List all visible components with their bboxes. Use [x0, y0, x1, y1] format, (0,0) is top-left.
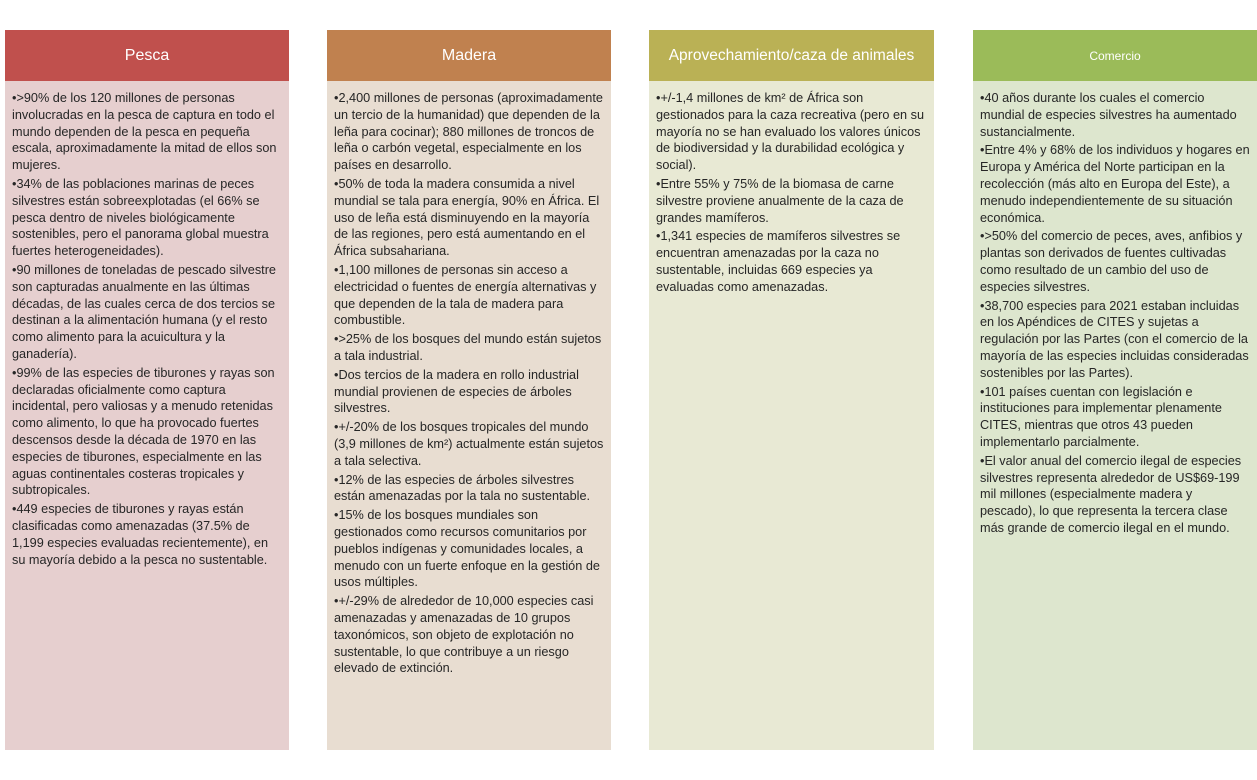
- column-header-madera: Madera: [327, 30, 611, 81]
- column-header-comercio: Comercio: [973, 30, 1257, 81]
- list-item: •+/-1,4 millones de km² de África son gestionados para la caza recreativa (pero en su mayoría no se han evaluado los valores únicos de biodiversidad y la durabilidad ecológica y social).: [656, 91, 925, 173]
- column-pesca: [5, 30, 289, 750]
- column-body-madera: [327, 81, 611, 750]
- list-item: •40 años durante los cuales el comercio mundial de especies silvestres ha aumentado sustancialmente.: [980, 91, 1237, 139]
- column-body-aprovechamiento: [649, 81, 934, 750]
- list-item: •2,400 millones de personas (aproximadamente un tercio de la humanidad) que dependen de la leña para cocinar); 880 millones de troncos de leña o carbón vegetal, especialmente en los países en desarrollo.: [334, 91, 603, 173]
- list-item: •1,100 millones de personas sin acceso a electricidad o fuentes de energía alternativas y que dependen de la tala de madera para combustible.: [334, 262, 597, 328]
- list-item: •>50% del comercio de peces, aves, anfibios y plantas son derivados de fuentes cultivadas como resultado de un cambio del uso de especies silvestres.: [980, 229, 1243, 294]
- column-body-comercio: [973, 81, 1257, 750]
- column-comercio: [973, 30, 1257, 750]
- list-item: •38,700 especies para 2021 estaban incluidas en los Apéndices de CITES y sujetas a regulación por las Partes (con el comercio de la mayoría de las especies incluidas consideradas sostenibles por las Partes).: [980, 298, 1249, 380]
- list-item: •>25% de los bosques del mundo están sujetos a tala industrial.: [334, 332, 602, 363]
- list-item: •1,341 especies de mamíferos silvestres se encuentran amenazadas por la caza no sustentable, incluidas 669 especies ya evaluadas como amenazadas.: [656, 229, 901, 294]
- list-item: •El valor anual del comercio ilegal de especies silvestres representa alrededor de US$69-199 mil millones (especialmente madera y pescado), lo que representa la tercera clase más grande de comercio ilegal en el mundo.: [980, 453, 1242, 535]
- list-item: •449 especies de tiburones y rayas están clasificadas como amenazadas (37.5% de 1,199 especies evaluadas recientemente), en su mayoría debido a la pesca no sustentable.: [12, 502, 269, 567]
- list-item: •>90% de los 120 millones de personas involucradas en la pesca de captura en todo el mundo dependen de la pesca en pequeña escala, aproximadamente la mitad de ellos son mujeres.: [12, 91, 277, 173]
- list-item: •50% de toda la madera consumida a nivel mundial se tala para energía, 90% en África. El uso de leña está disminuyendo en la mayoría de las regiones, pero está aumentando en el África subsahariana.: [334, 176, 600, 259]
- list-item: •+/-20% de los bosques tropicales del mundo (3,9 millones de km²) actualmente están sujetos a tala selectiva.: [334, 420, 604, 468]
- list-item: •12% de las especies de árboles silvestres están amenazadas por la tala no sustentable.: [334, 472, 591, 504]
- list-item: •15% de los bosques mundiales son gestionados como recursos comunitarios por pueblos indígenas y comunidades locales, a menudo con un fuerte enfoque en la gestión de usos múltiples.: [334, 508, 600, 590]
- list-item: •99% de las especies de tiburones y rayas son declaradas oficialmente como captura incidental, pero valiosas y a menudo retenidas como alimento, lo que ha provocado fuertes descensos desde la década de 1970 en las especies de tiburones, especialmente en las aguas continentales costeras tropicales y subtropicales.: [12, 365, 275, 498]
- column-header-aprovechamiento: Aprovechamiento/caza de animales: [649, 30, 934, 81]
- list-item: •Entre 55% y 75% de la biomasa de carne silvestre proviene anualmente de la caza de grandes mamíferos.: [656, 176, 904, 225]
- list-item: •Entre 4% y 68% de los individuos y hogares en Europa y América del Norte participan en la recolección (más alto en Europa del Este), a menudo independientemente de su situación económica.: [980, 143, 1250, 225]
- column-madera: [327, 30, 611, 750]
- list-item: •90 millones de toneladas de pescado silvestre son capturadas anualmente en las últimas décadas, de las cuales cerca de dos tercios se destinan a la alimentación humana (y el resto como alimento para la acuicultura y la ganadería).: [12, 262, 276, 361]
- list-item: •34% de las poblaciones marinas de peces silvestres están sobreexplotadas (el 66% se pesca dentro de niveles biológicamente sostenibles, pero el panorama global muestra fuertes heterogeneidades).: [12, 176, 269, 259]
- list-item: •Dos tercios de la madera en rollo industrial mundial provienen de especies de árboles silvestres.: [334, 367, 579, 416]
- column-aprovechamiento: [649, 30, 934, 750]
- column-body-pesca: [5, 81, 289, 750]
- list-item: •+/-29% de alrededor de 10,000 especies casi amenazadas y amenazadas de 10 grupos taxonómicos, son objeto de explotación no sustentable, lo que contribuye a un riesgo elevado de extinción.: [334, 594, 594, 676]
- list-item: •101 países cuentan con legislación e instituciones para implementar plenamente CITES, mientras que otros 43 pueden implementarlo parcialmente.: [980, 384, 1222, 449]
- column-header-pesca: Pesca: [5, 30, 289, 81]
